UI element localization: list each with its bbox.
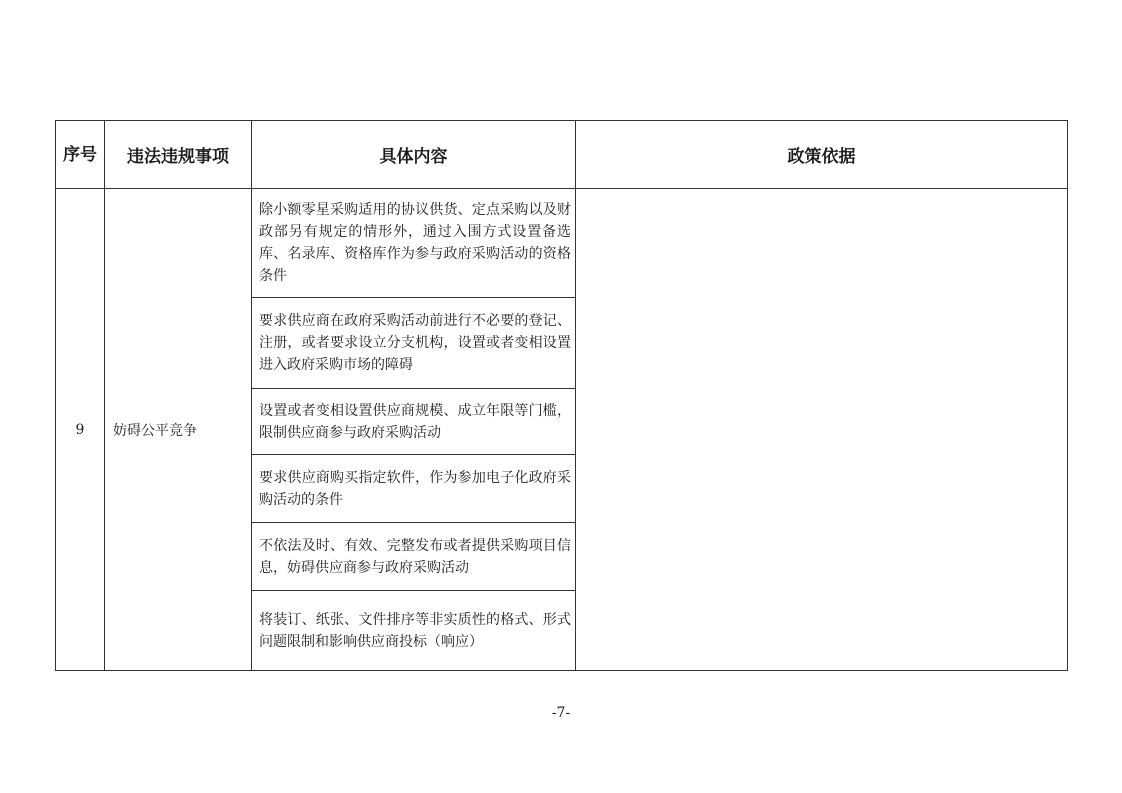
content-cell-3: 设置或者变相设置供应商规模、成立年限等门槛，限制供应商参与政府采购活动	[252, 389, 576, 455]
content-cell-1: 除小额零星采购适用的协议供货、定点采购以及财政部另有规定的情形外，通过入围方式设置备选库、名录库、资格库作为参与政府采购活动的资格条件	[252, 189, 576, 298]
page-number: -7-	[551, 705, 571, 721]
row-item: 妨碍公平竞争	[105, 189, 252, 671]
table-row	[56, 189, 1068, 298]
header-item: 违法违规事项	[105, 121, 252, 189]
regulation-table	[55, 120, 1068, 671]
content-cell-2: 要求供应商在政府采购活动前进行不必要的登记、注册，或者要求设立分支机构，设置或者变相设置进入政府采购市场的障碍	[252, 298, 576, 389]
header-content: 具体内容	[252, 121, 576, 189]
content-cell-4: 要求供应商购买指定软件，作为参加电子化政府采购活动的条件	[252, 455, 576, 523]
table-header-row	[56, 121, 1068, 189]
row-seq: 9	[56, 189, 105, 671]
content-cell-6: 将装订、纸张、文件排序等非实质性的格式、形式问题限制和影响供应商投标（响应）	[252, 591, 576, 671]
header-seq: 序号	[56, 121, 105, 189]
content-cell-5: 不依法及时、有效、完整发布或者提供采购项目信息，妨碍供应商参与政府采购活动	[252, 523, 576, 591]
header-basis: 政策依据	[576, 121, 1068, 189]
row-basis	[576, 189, 1068, 671]
